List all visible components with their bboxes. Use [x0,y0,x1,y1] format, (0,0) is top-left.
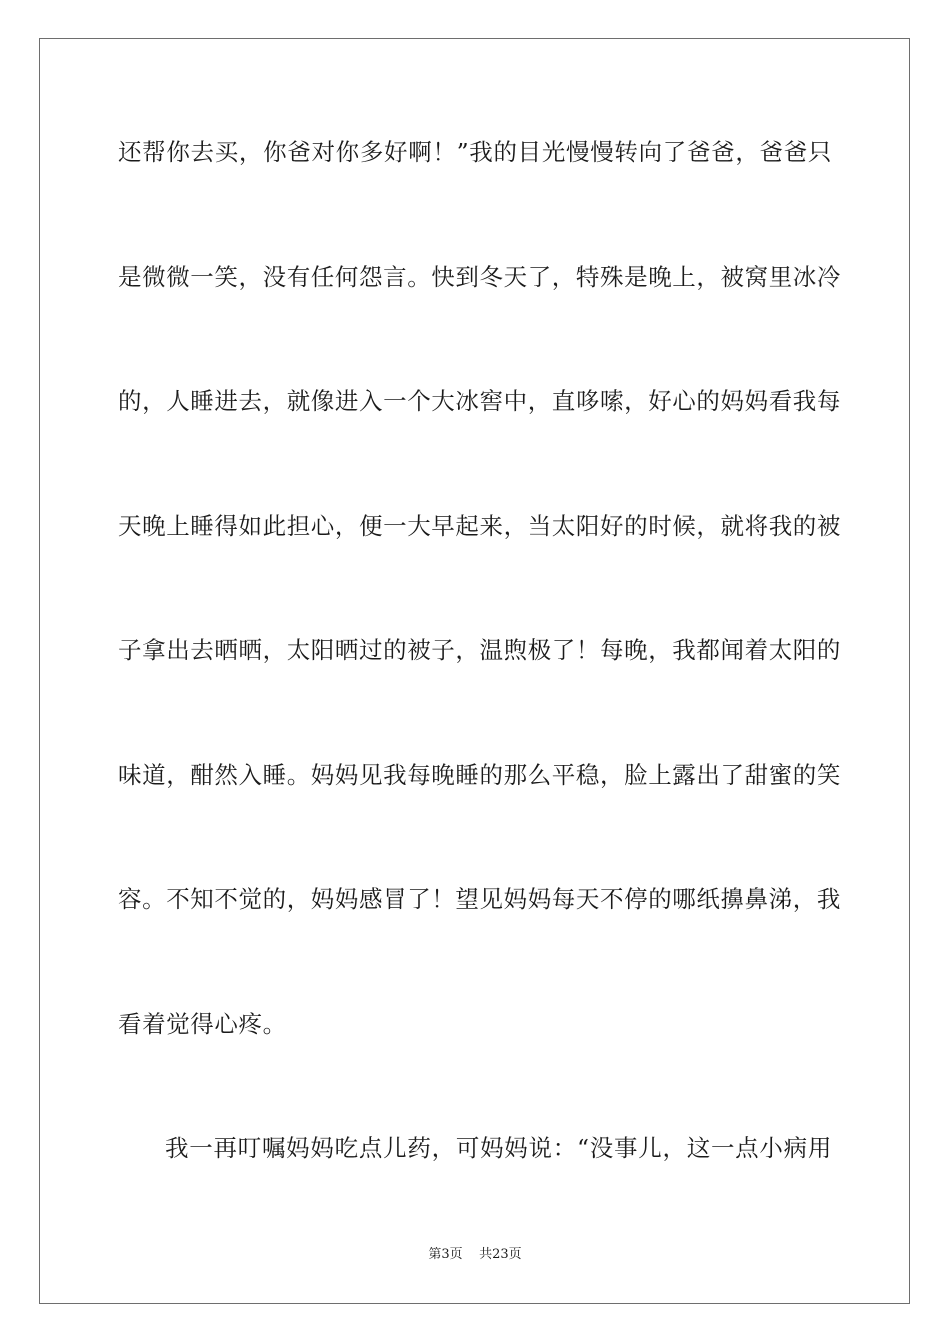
paragraph-line-7: 容。不知不觉的，妈妈感冒了！望见妈妈每天不停的哪纸擤鼻涕，我 [118,885,841,913]
paragraph-line-5: 子拿出去晒晒，太阳晒过的被子，温煦极了！每晚，我都闻着太阳的 [118,636,841,664]
paragraph-line-1: 还帮你去买，你爸对你多好啊！”我的目光慢慢转向了爸爸，爸爸只 [118,138,832,166]
paragraph-line-8: 看着觉得心疼。 [118,1010,287,1038]
paragraph-line-2: 是微微一笑，没有任何怨言。快到冬天了，特殊是晚上，被窝里冰冷 [118,263,841,291]
page-total: 共23页 [479,1247,522,1262]
paragraph-line-4: 天晚上睡得如此担心，便一大早起来，当太阳好的时候，就将我的被 [118,512,841,540]
page-border [39,38,910,1304]
paragraph-line-6: 味道，酣然入睡。妈妈见我每晚睡的那么平稳，脸上露出了甜蜜的笑 [118,761,841,789]
paragraph-line-9: 我一再叮嘱妈妈吃点儿药，可妈妈说：“没事儿，这一点小病用 [165,1134,832,1162]
paragraph-line-3: 的，人睡进去，就像进入一个大冰窖中，直哆嗦，好心的妈妈看我每 [118,387,841,415]
page-footer [0,1246,950,1264]
page-number: 第3页 [428,1247,463,1262]
